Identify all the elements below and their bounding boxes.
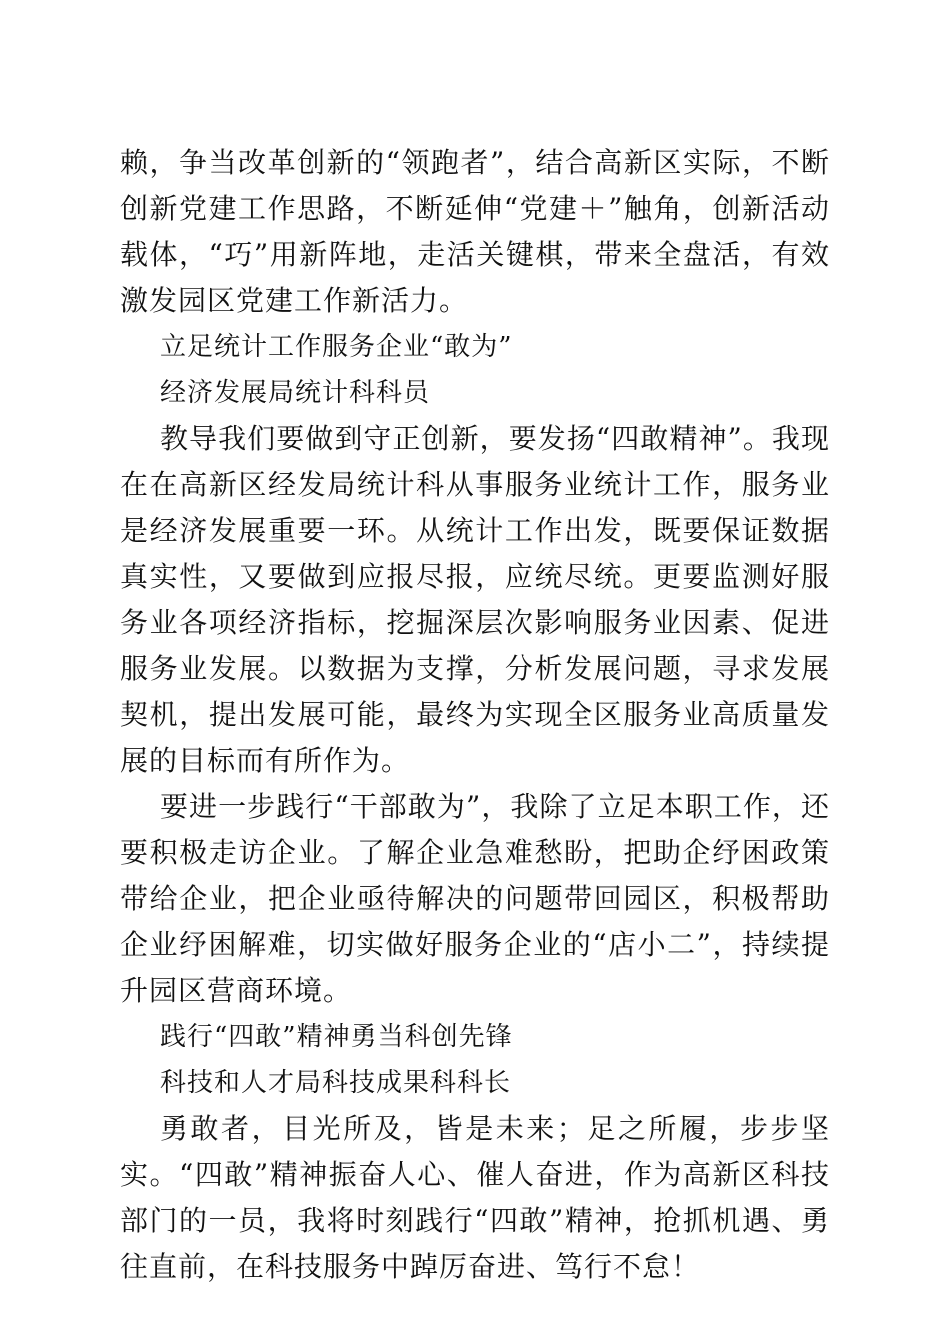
paragraph-visit-enterprises: 要进一步践行“干部敢为”，我除了立足本职工作，还要积极走访企业。了解企业急难愁盼，把助企纾困政策带给企业，把企业亟待解决的问题带回园区，积极帮助企业纾困解难，切实做好服务企业的“店小二”，持续提升园区营商环境。 (120, 790, 830, 1007)
paragraph-statistics-work: 教导我们要做到守正创新，要发扬“四敢精神”。我现在在高新区经发局统计科从事服务业统计工作，服务业是经济发展重要一环。从统计工作出发，既要保证数据真实性，又要做到应报尽报，应统尽统。更要监测好服务业各项经济指标，挖掘深层次影响服务业因素、促进服务业发展。以数据为支撑，分析发展问题，寻求发展契机，提出发展可能，最终为实现全区服务业高质量发展的目标而有所作为。 (120, 422, 830, 777)
paragraph-continuation: 赖，争当改革创新的“领跑者”，结合高新区实际，不断创新党建工作思路，不断延伸“党建＋”触角，创新活动载体，“巧”用新阵地，走活关键棋，带来全盘活，有效激发园区党建工作新活力。 (120, 146, 830, 317)
document-body (120, 140, 830, 1290)
author-line-statistics: 经济发展局统计科科员 (160, 378, 431, 408)
author-line-innovation: 科技和人才局科技成果科科长 (160, 1068, 512, 1098)
section-title-innovation: 践行“四敢”精神勇当科创先锋 (160, 1022, 513, 1052)
paragraph-courage: 勇敢者，目光所及，皆是未来；足之所履，步步坚实。“四敢”精神振奋人心、催人奋进，作为高新区科技部门的一员，我将时刻践行“四敢”精神，抢抓机遇、勇往直前，在科技服务中踔厉奋进、笃行不怠！ (120, 1112, 830, 1283)
section-title-statistics: 立足统计工作服务企业“敢为” (160, 332, 513, 362)
